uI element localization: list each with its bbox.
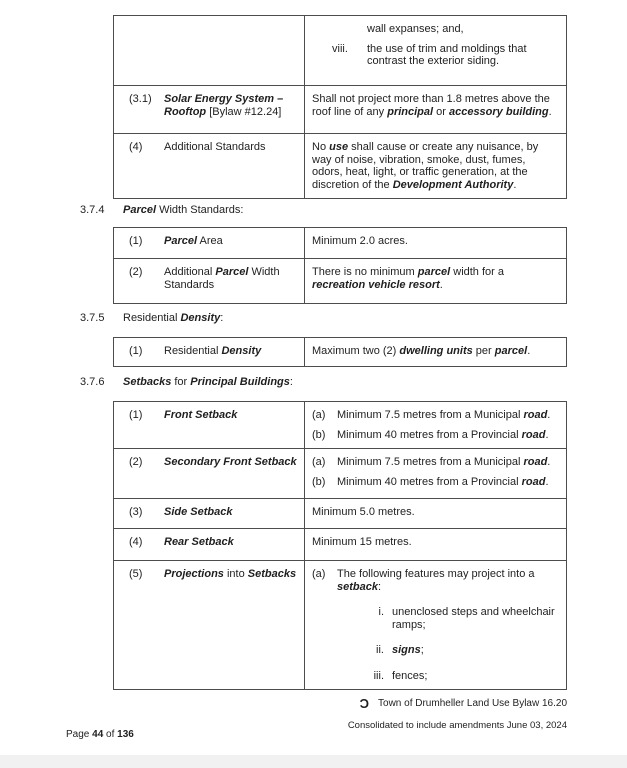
row-value-cell (304, 449, 566, 498)
list-text: the use of trim and moldings that contrast the exterior siding. (367, 42, 527, 67)
footer-consolidated-line: Consolidated to include amendments June 03, 2024 (347, 720, 567, 731)
row-label-cell (114, 16, 304, 85)
row-value-text: No use shall cause or create any nuisance, by way of noise, vibration, smoke, dust, fumes, odors, heat, light, or traffic generation, at the discretion of the Development Authority. (312, 141, 539, 191)
list-text: Minimum 7.5 metres from a Municipal road. (337, 456, 551, 468)
table-row (114, 402, 566, 448)
town-logo-icon: Ɔ (359, 696, 370, 711)
list-item (332, 43, 558, 68)
section-heading (80, 312, 223, 325)
table-row (114, 85, 566, 133)
row-number: (1) (129, 409, 143, 421)
list-marker: (a) (312, 409, 326, 421)
row-value-cell (304, 529, 566, 560)
list-item (312, 429, 558, 442)
section-heading (80, 204, 243, 217)
list-text: unenclosed steps and wheelchair ramps; (392, 606, 555, 631)
list-text: Minimum 40 metres from a Provincial road. (337, 428, 549, 441)
section-heading (80, 376, 293, 389)
row-label-cell (114, 449, 304, 498)
row-label: Front Setback (164, 409, 238, 421)
row-number: (1) (129, 235, 143, 247)
row-value-cell (304, 134, 566, 198)
row-label-cell (114, 228, 304, 258)
section-number: 3.7.6 (80, 376, 105, 388)
density-table (113, 337, 567, 367)
list-marker: ii. (376, 644, 384, 656)
list-item (312, 456, 558, 469)
list-marker: (a) (312, 456, 326, 468)
parcel-width-table (113, 227, 567, 304)
section-number: 3.7.4 (80, 204, 105, 216)
list-marker: (b) (312, 475, 326, 488)
section-title: Parcel Width Standards: (123, 204, 244, 216)
list-text: Minimum 40 metres from a Provincial road. (337, 475, 549, 488)
row-label-cell (114, 561, 304, 689)
list-item (312, 409, 558, 422)
table-row (114, 258, 566, 303)
list-text: signs; (392, 644, 424, 656)
section-number: 3.7.5 (80, 312, 105, 324)
row-label: Additional Standards (164, 141, 266, 153)
row-label: Projections into Setbacks (164, 568, 297, 580)
list-item (312, 476, 558, 489)
row-label-cell (114, 499, 304, 528)
row-number: (1) (129, 345, 143, 357)
list-marker: (b) (312, 428, 326, 441)
row-number: (2) (129, 456, 143, 468)
row-number: (3) (129, 506, 143, 518)
page-bottom-edge (0, 755, 627, 768)
footer-bylaw-line (360, 698, 567, 710)
row-label: Residential Density (164, 345, 262, 357)
list-item (362, 606, 558, 631)
table-row (114, 560, 566, 689)
list-item (362, 670, 558, 683)
table-row (114, 228, 566, 258)
row-label: Parcel Area (164, 235, 223, 247)
row-value-text: Minimum 2.0 acres. (312, 235, 408, 247)
setbacks-table (113, 401, 567, 690)
table-row (114, 16, 566, 85)
list-text: Minimum 7.5 metres from a Municipal road. (337, 409, 551, 421)
row-value-text: Shall not project more than 1.8 metres above the roof line of any principal or accessory building. (312, 93, 552, 118)
list-item (362, 644, 558, 657)
row-value-cell (304, 16, 566, 85)
row-label: Additional Parcel Width Standards (164, 266, 280, 291)
row-value-cell (304, 86, 566, 133)
list-text: The following features may project into a setback: (337, 568, 535, 593)
row-value-cell (304, 259, 566, 303)
row-label (164, 23, 298, 78)
row-label-cell (114, 86, 304, 133)
row-label: Solar Energy System – Rooftop [Bylaw #12.24] (164, 93, 284, 118)
table-row (114, 133, 566, 198)
row-value-cell (304, 338, 566, 366)
row-number (129, 23, 164, 78)
row-number: (2) (129, 266, 143, 278)
row-number: (4) (129, 536, 143, 548)
continuation-text: wall expanses; and, (367, 23, 464, 35)
row-value-text: Maximum two (2) dwelling units per parcel. (312, 345, 531, 357)
row-value-cell (304, 228, 566, 258)
row-label-cell (114, 338, 304, 366)
row-label-cell (114, 259, 304, 303)
section-title: Setbacks for Principal Buildings: (123, 376, 293, 388)
footer-bylaw-text: Town of Drumheller Land Use Bylaw 16.20 (378, 698, 567, 709)
list-text: fences; (392, 669, 428, 682)
row-label-cell (114, 529, 304, 560)
table-row (114, 528, 566, 560)
row-value-text: Minimum 5.0 metres. (312, 506, 415, 518)
row-value-text: There is no minimum parcel width for a recreation vehicle resort. (312, 266, 504, 291)
row-value-cell (304, 499, 566, 528)
row-label: Secondary Front Setback (164, 456, 297, 468)
list-item (312, 568, 558, 593)
list-marker: iii. (373, 669, 384, 682)
row-label-cell (114, 134, 304, 198)
row-number: (3.1) (129, 93, 152, 105)
row-label: Side Setback (164, 506, 233, 518)
row-value-cell (304, 561, 566, 689)
row-label: Rear Setback (164, 536, 234, 548)
list-marker: (a) (312, 568, 326, 580)
page-number: Page 44 of 136 (66, 729, 134, 740)
table-row (114, 338, 566, 366)
row-number: (4) (129, 141, 143, 153)
table-row (114, 448, 566, 498)
development-standards-table (113, 15, 567, 199)
section-title: Residential Density: (123, 312, 224, 324)
row-number: (5) (129, 568, 143, 580)
row-label-cell (114, 402, 304, 448)
row-value-cell (304, 402, 566, 448)
row-value-text: Minimum 15 metres. (312, 536, 412, 548)
table-row (114, 498, 566, 528)
list-marker: viii. (332, 42, 348, 55)
list-marker: i. (378, 606, 384, 618)
